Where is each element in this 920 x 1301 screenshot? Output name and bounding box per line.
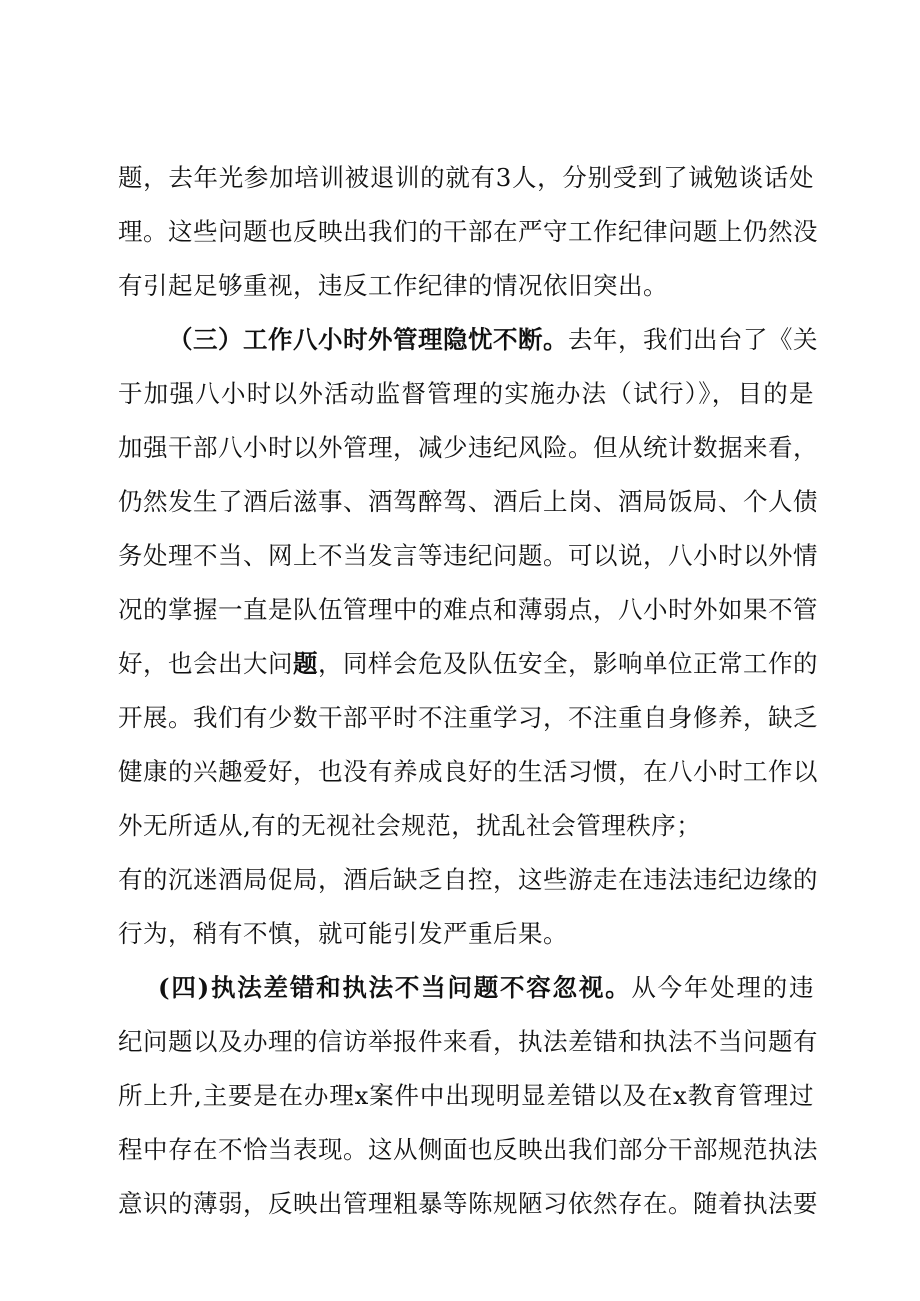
section-heading: (四)执法差错和执法不当问题不容忽视。 bbox=[158, 973, 632, 1002]
text-line: 题，去年光参加培训被退训的就有3人，分别受到了诫勉谈话处 bbox=[118, 163, 814, 192]
text-line: 有的沉迷酒局促局，酒后缺乏自控，这些游走在违法违纪边缘的 bbox=[118, 865, 818, 894]
text-line: 行为，稍有不慎，就可能引发严重后果。 bbox=[118, 919, 568, 948]
paragraph-first-line bbox=[168, 320, 818, 360]
text-line: 健康的兴趣爱好，也没有养成良好的生活习惯，在八小时工作以 bbox=[118, 757, 818, 786]
text-line: 况的掌握一直是队伍管理中的难点和薄弱点，八小时外如果不管 bbox=[118, 595, 818, 624]
text-line: 仍然发生了酒后滋事、酒驾醉驾、酒后上岗、酒局饭局、个人债 bbox=[118, 487, 818, 516]
section-heading: （三）工作八小时外管理隐忧不断。 bbox=[168, 325, 568, 354]
text-line: 所上升,主要是在办理x案件中出现明显差错以及在x教育管理过 bbox=[118, 1081, 814, 1110]
text-line: 有引起足够重视，违反工作纪律的情况依旧突出。 bbox=[118, 271, 668, 300]
text-line: 理。这些问题也反映出我们的干部在严守工作纪律问题上仍然没 bbox=[118, 217, 818, 246]
text-span: 去年，我们出台了《关 bbox=[568, 325, 818, 354]
text-span: ，同样会危及队伍安全，影响单位正常工作的 bbox=[318, 649, 818, 678]
text-span-bold: 题 bbox=[293, 649, 318, 678]
text-line: 务处理不当、网上不当发言等违纪问题。可以说，八小时以外情 bbox=[118, 541, 818, 570]
text-line: 开展。我们有少数干部平时不注重学习，不注重自身修养，缺乏 bbox=[118, 703, 818, 732]
paragraph-first-line bbox=[158, 968, 814, 1008]
text-span: 好，也会出大问 bbox=[118, 649, 293, 678]
text-span: 从今年处理的违 bbox=[631, 973, 815, 1002]
text-line: 纪问题以及办理的信访举报件来看，执法差错和执法不当问题有 bbox=[118, 1027, 818, 1056]
text-line: 意识的薄弱，反映出管理粗暴等陈规陋习依然存在。随着执法要 bbox=[118, 1189, 818, 1218]
text-line: 外无所适从,有的无视社会规范，扰乱社会管理秩序； bbox=[118, 811, 702, 840]
text-line: 于加强八小时以外活动监督管理的实施办法（试行）》，目的是 bbox=[118, 379, 814, 408]
text-line bbox=[118, 644, 818, 684]
text-line: 加强干部八小时以外管理，减少违纪风险。但从统计数据来看， bbox=[118, 433, 818, 462]
text-line: 程中存在不恰当表现。这从侧面也反映出我们部分干部规范执法 bbox=[118, 1135, 818, 1164]
